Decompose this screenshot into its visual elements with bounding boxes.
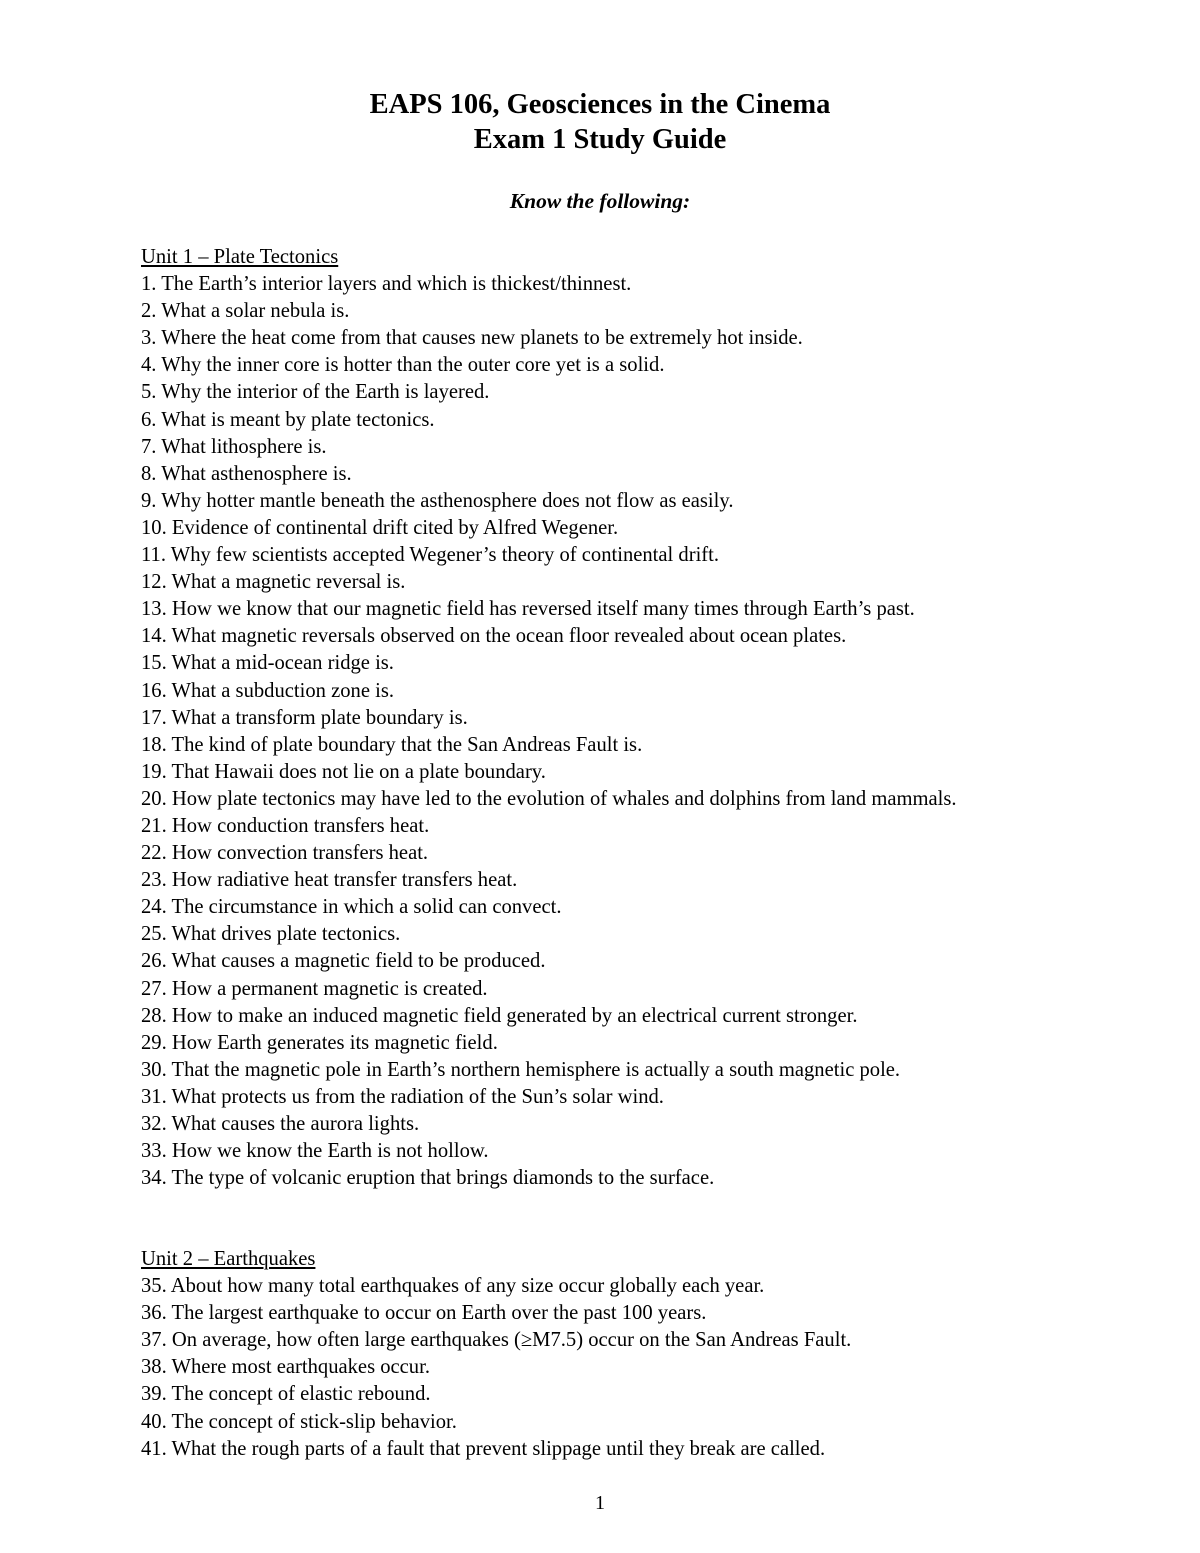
list-item: 27. How a permanent magnetic is created. <box>141 977 488 1000</box>
list-item: 21. How conduction transfers heat. <box>141 814 430 837</box>
list-item: 4. Why the inner core is hotter than the outer core yet is a solid. <box>141 354 665 377</box>
list-item: 6. What is meant by plate tectonics. <box>141 408 435 431</box>
list-item: 20. How plate tectonics may have led to the evolution of whales and dolphins from land mammals. <box>141 787 957 810</box>
unit-2-section <box>141 1246 1057 1463</box>
list-item: 31. What protects us from the radiation of the Sun’s solar wind. <box>141 1085 664 1108</box>
list-item: 30. That the magnetic pole in Earth’s northern hemisphere is actually a south magnetic pole. <box>141 1058 901 1081</box>
list-item: 24. The circumstance in which a solid can convect. <box>141 896 562 919</box>
unit-1-list <box>141 271 1057 1192</box>
list-item: 11. Why few scientists accepted Wegener’s theory of continental drift. <box>141 544 720 567</box>
list-item: 34. The type of volcanic eruption that brings diamonds to the surface. <box>141 1167 715 1190</box>
list-item: 40. The concept of stick-slip behavior. <box>141 1410 457 1433</box>
list-item: 15. What a mid-ocean ridge is. <box>141 652 394 675</box>
list-item: 39. The concept of elastic rebound. <box>141 1383 431 1406</box>
unit-1-section <box>141 244 1057 1192</box>
list-item: 29. How Earth generates its magnetic field. <box>141 1031 498 1054</box>
list-item: 14. What magnetic reversals observed on the ocean floor revealed about ocean plates. <box>141 625 847 648</box>
document-subtitle-title: Exam 1 Study Guide <box>473 124 727 155</box>
unit-2-list <box>141 1273 1057 1463</box>
list-item: 7. What lithosphere is. <box>141 435 327 458</box>
list-item: 33. How we know the Earth is not hollow. <box>141 1140 489 1163</box>
list-item: 26. What causes a magnetic field to be produced. <box>141 950 546 973</box>
document-title: EAPS 106, Geosciences in the Cinema <box>369 89 831 120</box>
list-item: 36. The largest earthquake to occur on Earth over the past 100 years. <box>141 1302 707 1325</box>
list-item: 3. Where the heat come from that causes new planets to be extremely hot inside. <box>141 327 803 350</box>
list-item: 1. The Earth’s interior layers and which is thickest/thinnest. <box>141 273 632 296</box>
list-item: 5. Why the interior of the Earth is layered. <box>141 381 490 404</box>
list-item: 9. Why hotter mantle beneath the asthenosphere does not flow as easily. <box>141 489 734 512</box>
list-item: 28. How to make an induced magnetic field generated by an electrical current stronger. <box>141 1004 858 1027</box>
list-item: 17. What a transform plate boundary is. <box>141 706 468 729</box>
list-item: 12. What a magnetic reversal is. <box>141 571 406 594</box>
list-item: 38. Where most earthquakes occur. <box>141 1356 430 1379</box>
list-item: 41. What the rough parts of a fault that prevent slippage until they break are called. <box>141 1437 826 1460</box>
list-item: 10. Evidence of continental drift cited by Alfred Wegener. <box>141 516 619 539</box>
instruction-heading: Know the following: <box>509 189 691 213</box>
list-item: 23. How radiative heat transfer transfers heat. <box>141 869 518 892</box>
list-item: 18. The kind of plate boundary that the San Andreas Fault is. <box>141 733 643 756</box>
list-item: 13. How we know that our magnetic field has reversed itself many times through Earth’s past. <box>141 598 915 621</box>
list-item: 37. On average, how often large earthquakes (≥M7.5) occur on the San Andreas Fault. <box>141 1329 852 1352</box>
list-item: 2. What a solar nebula is. <box>141 300 350 323</box>
list-item: 16. What a subduction zone is. <box>141 679 394 702</box>
page-number: 1 <box>595 1492 605 1514</box>
list-item: 22. How convection transfers heat. <box>141 842 429 865</box>
list-item: 32. What causes the aurora lights. <box>141 1113 420 1135</box>
unit-1-heading: Unit 1 – Plate Tectonics <box>141 246 339 268</box>
unit-2-heading: Unit 2 – Earthquakes <box>141 1248 316 1270</box>
list-item: 19. That Hawaii does not lie on a plate boundary. <box>141 760 546 783</box>
list-item: 35. About how many total earthquakes of any size occur globally each year. <box>141 1275 765 1298</box>
list-item: 25. What drives plate tectonics. <box>141 923 401 946</box>
list-item: 8. What asthenosphere is. <box>141 462 352 485</box>
